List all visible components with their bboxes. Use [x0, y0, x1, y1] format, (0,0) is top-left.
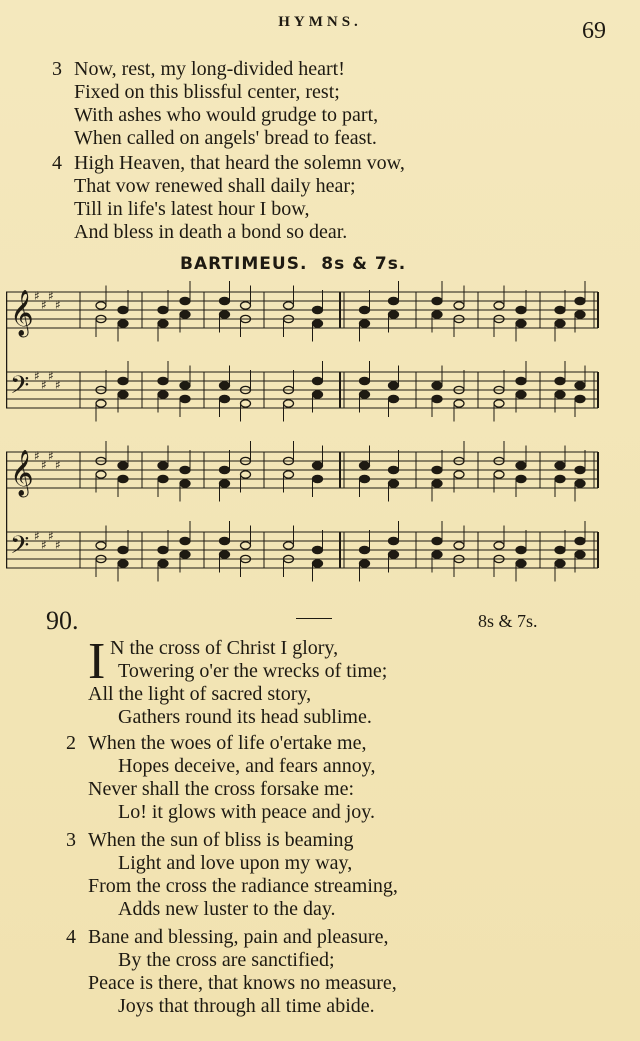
verse-line: Bane and blessing, pain and pleasure, — [88, 926, 389, 948]
svg-text:♯: ♯ — [48, 449, 54, 463]
verse-line: N the cross of Christ I glory, — [110, 637, 339, 659]
svg-text:♯: ♯ — [55, 458, 61, 472]
verse-line: By the cross are sanctified; — [118, 949, 335, 971]
hymn-meter: 8s & 7s. — [478, 611, 538, 631]
svg-text:♯: ♯ — [55, 538, 61, 552]
svg-text:♯: ♯ — [41, 378, 47, 392]
svg-text:♯: ♯ — [34, 289, 40, 303]
svg-text:♯: ♯ — [41, 458, 47, 472]
verse-line: Till in life's latest hour I bow, — [74, 198, 310, 220]
prev-stanza-4 — [52, 152, 405, 244]
hymn-stanza-1 — [88, 633, 388, 729]
stanza-number: 4 — [52, 152, 62, 174]
verse-line: Joys that through all time abide. — [118, 995, 375, 1017]
svg-text:♯: ♯ — [34, 369, 40, 383]
stanza-number: 4 — [66, 926, 76, 948]
svg-text:♯: ♯ — [48, 289, 54, 303]
tune-name: BARTIMEUS. — [180, 254, 308, 274]
verse-line: Never shall the cross forsake me: — [88, 778, 355, 800]
verse-line: Adds new luster to the day. — [118, 898, 336, 920]
stanza-number: 3 — [52, 58, 62, 80]
verse-line: And bless in death a bond so dear. — [74, 221, 348, 243]
verse-line: When the woes of life o'ertake me, — [88, 732, 367, 754]
verse-line: Peace is there, that knows no measure, — [88, 972, 397, 994]
verse-line: That vow renewed shall daily hear; — [74, 175, 356, 197]
svg-text:♯: ♯ — [48, 529, 54, 543]
hymn-stanza-4 — [66, 926, 397, 1018]
prev-stanza-3 — [52, 58, 378, 150]
svg-text:♯: ♯ — [41, 298, 47, 312]
svg-text:♯: ♯ — [34, 449, 40, 463]
svg-text:𝄞: 𝄞 — [10, 450, 34, 496]
verse-line: When called on angels' bread to feast. — [74, 127, 377, 149]
tune-heading — [180, 254, 406, 274]
verse-line: With ashes who would grudge to part, — [74, 104, 379, 126]
hymn-stanza-3 — [66, 829, 398, 921]
svg-text:♯: ♯ — [55, 298, 61, 312]
svg-text:♯: ♯ — [55, 378, 61, 392]
verse-line: Now, rest, my long-divided heart! — [74, 58, 345, 80]
hymn-stanza-2 — [66, 732, 375, 824]
verse-line: When the sun of bliss is beaming — [88, 829, 354, 851]
verse-line: Gathers round its head sublime. — [118, 706, 372, 728]
verse-line: From the cross the radiance streaming, — [88, 875, 398, 897]
music-score — [6, 280, 606, 585]
svg-text:♯: ♯ — [48, 369, 54, 383]
verse-line: Towering o'er the wrecks of time; — [118, 660, 388, 682]
running-title: HYMNS. — [278, 14, 362, 30]
verse-line: Fixed on this blissful center, rest; — [74, 81, 340, 103]
svg-text:𝄞: 𝄞 — [10, 290, 34, 336]
drop-cap: I — [88, 633, 106, 690]
hymn-number: 90. — [46, 606, 79, 635]
svg-text:𝄢: 𝄢 — [10, 371, 30, 406]
hymn-divider — [296, 618, 332, 619]
verse-line: Hopes deceive, and fears annoy, — [118, 755, 376, 777]
verse-line: Lo! it glows with peace and joy. — [118, 801, 375, 823]
stanza-number: 2 — [66, 732, 76, 754]
page-number: 69 — [582, 18, 606, 44]
svg-text:𝄢: 𝄢 — [10, 531, 30, 566]
verse-line: All the light of sacred story, — [88, 683, 312, 705]
stanza-number: 3 — [66, 829, 76, 851]
verse-line: High Heaven, that heard the solemn vow, — [74, 152, 405, 174]
verse-line: Light and love upon my way, — [118, 852, 353, 874]
svg-text:♯: ♯ — [34, 529, 40, 543]
svg-text:♯: ♯ — [41, 538, 47, 552]
tune-meter: 8s & 7s. — [321, 254, 407, 274]
